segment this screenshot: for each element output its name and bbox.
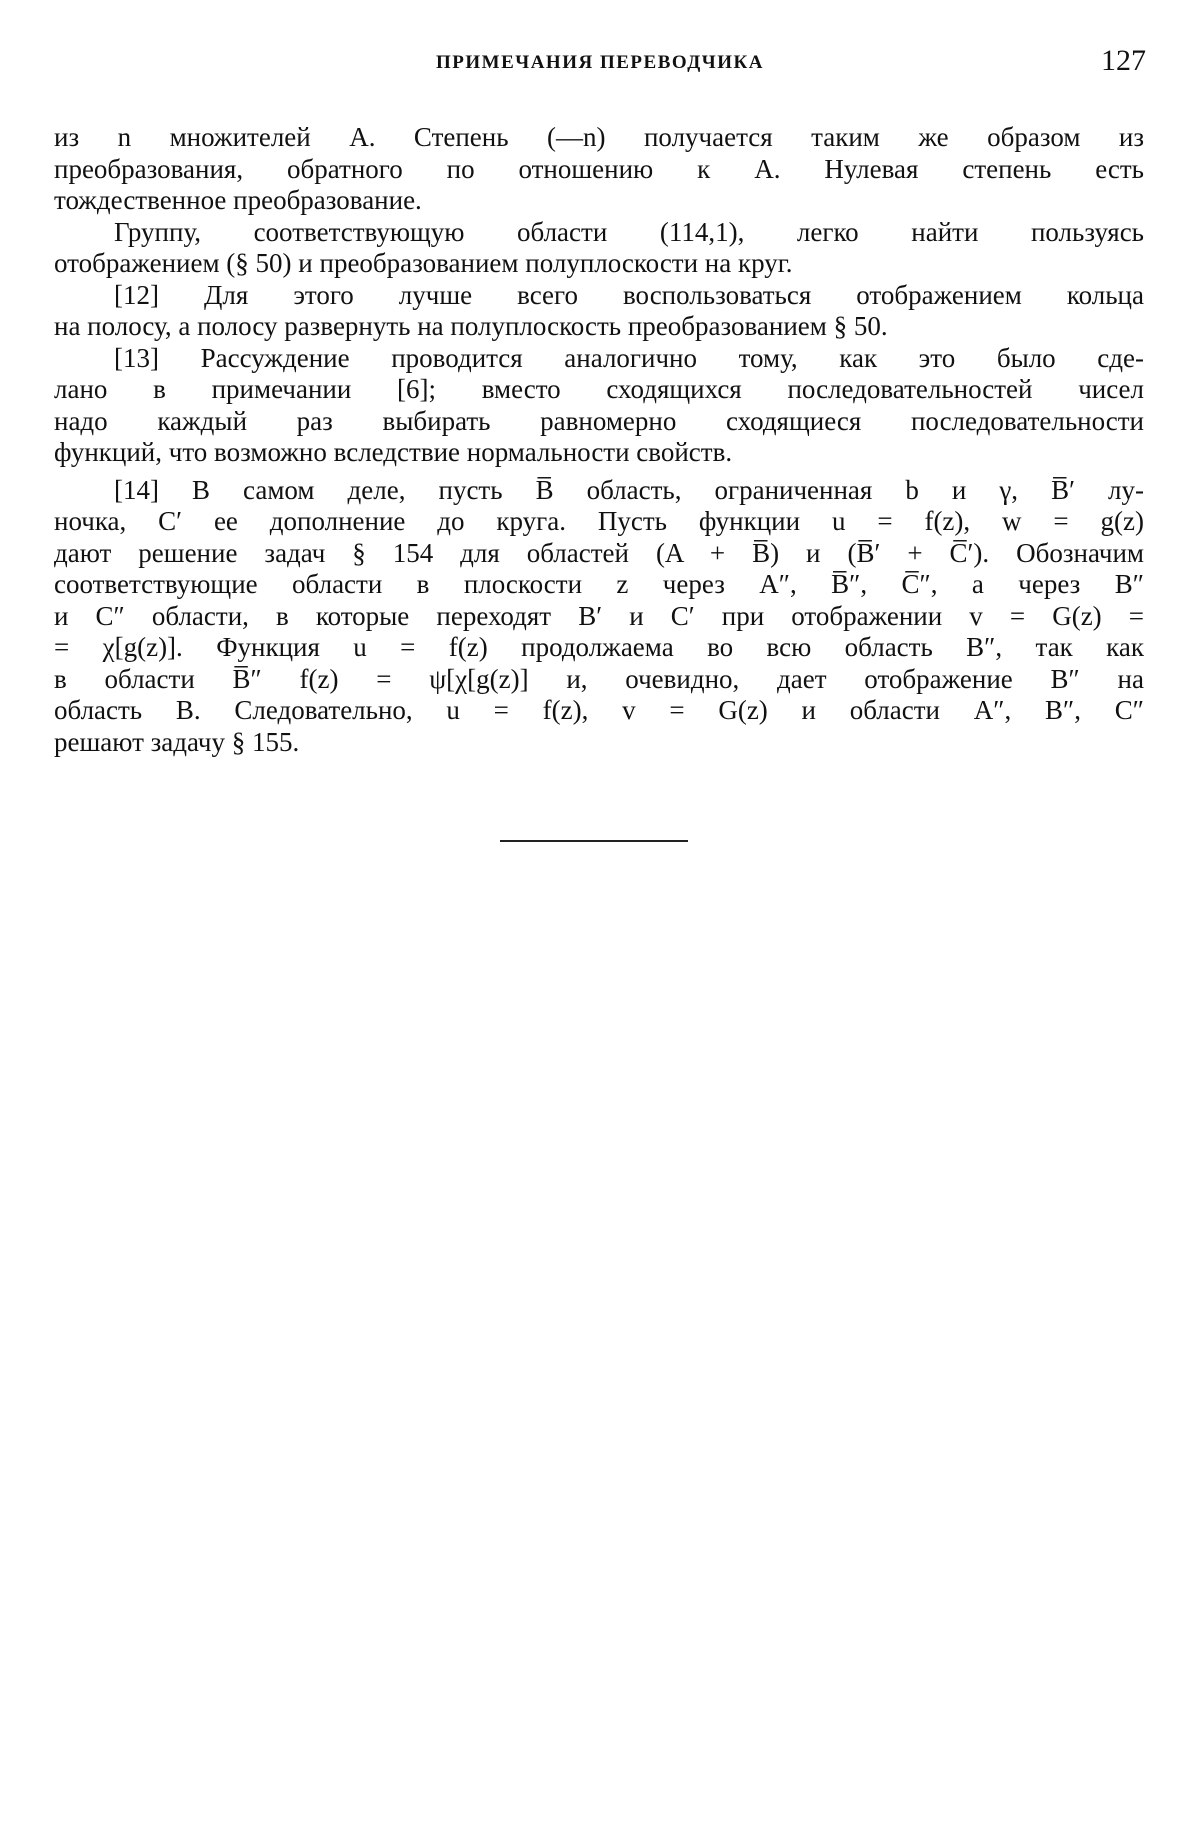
note-12 — [54, 280, 1144, 343]
text-line: функций, что возможно вследствие нормальности свойств. — [54, 437, 733, 467]
text-line: надо каждый раз выбирать равномерно сходящиеся последовательности — [54, 405, 1144, 436]
running-title: ПРИМЕЧАНИЯ ПЕРЕВОДЧИКА — [436, 52, 764, 73]
text-line: [13] Рассуждение проводится аналогично тому, как это было сде- — [114, 342, 1144, 373]
text-line: [12] Для этого лучше всего воспользоваться отображением кольца — [114, 279, 1144, 310]
text-line: в области B̅″ f(z) = ψ[χ[g(z)] и, очевидно, дает отображение B″ на — [54, 663, 1144, 694]
text-line: на полосу, а полосу развернуть на полуплоскость преобразованием § 50. — [54, 311, 888, 341]
text-line: область B. Следовательно, u = f(z), v = G(z) и области A″, B″, C″ — [54, 695, 1144, 725]
note-13 — [54, 343, 1144, 469]
paragraph-group-definition — [54, 122, 1144, 217]
text-line: отображением (§ 50) и преобразованием полуплоскости на круг. — [54, 248, 793, 278]
text-line: тождественное преобразование. — [54, 185, 422, 215]
text-line: дают решение задач § 154 для областей (A + B̅) и (B̅′ + C̅′). Обозначим — [54, 537, 1144, 568]
text-line: = χ[g(z)]. Функция u = f(z) продолжаема во всю область B″, так как — [54, 632, 1144, 662]
text-line: из n множителей A. Степень (—n) получается таким же образом из — [54, 122, 1144, 152]
body-text — [54, 122, 1144, 758]
text-line: лано в примечании [6]; вместо сходящихся последовательностей чисел — [54, 374, 1144, 404]
text-line: и C″ области, в которые переходят B′ и C′ при отображении v = G(z) = — [54, 600, 1144, 631]
text-line: ночка, C′ ее дополнение до круга. Пусть функции u = f(z), w = g(z) — [54, 506, 1144, 536]
paragraph-group-mapping — [54, 217, 1144, 280]
page-number: 127 — [1101, 44, 1146, 77]
text-line: соответствующие области в плоскости z через A″, B̅″, C̅″, а через B″ — [54, 569, 1144, 599]
note-14 — [54, 475, 1144, 759]
end-rule — [500, 840, 688, 842]
running-head — [54, 44, 1146, 84]
text-line: решают задачу § 155. — [54, 726, 300, 757]
text-line: Группу, соответствующую области (114,1), легко найти пользуясь — [114, 216, 1144, 247]
text-line: преобразования, обратного по отношению к A. Нулевая степень есть — [54, 153, 1144, 184]
text-line: [14] В самом деле, пусть B̅ область, ограниченная b и γ, B̅′ лу- — [114, 474, 1144, 505]
